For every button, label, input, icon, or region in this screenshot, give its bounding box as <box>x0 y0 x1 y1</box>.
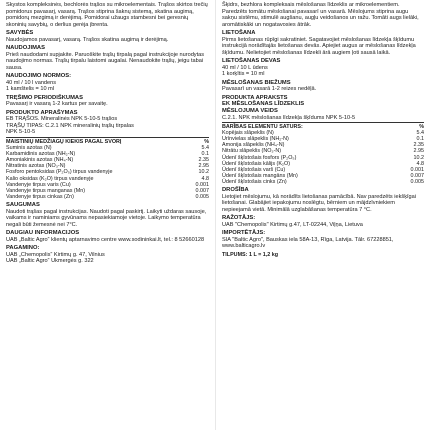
lt-nutrient-heading: MAISTINIŲ MEDŽIAGŲ KIEKIS PAGAL SVORĮ <box>6 138 122 145</box>
lt-info-text: UAB „Baltic Agro“ klientų aptarnavimo centre www.sodininkai.lt, tel.: 8 52660128 <box>6 236 205 243</box>
lv-volume: TILPUMS: 1 L = 1,2 kg <box>222 251 279 258</box>
nutrient-value: 0.1 <box>201 151 209 158</box>
nutrient-name: Ūdenī šķīstošais kālijs (K₂O) <box>222 160 290 167</box>
nutrient-value: 5.4 <box>416 130 424 137</box>
lt-properties-heading: SAVYBĖS <box>6 30 34 36</box>
nutrient-name: Amoniakinis azotas (NH₄-N) <box>6 157 74 164</box>
nutrient-name: Vandenyje tirpus manganas (Mn) <box>6 187 86 194</box>
lv-usage-text: Pirms lietošanas rūpīgi sakratiniet. Sagatavojiet mēslošanas līdzekļa šķīdumu instrukcijā norādītajās lietošanas devās. Apiejiet augus ar mēslošanas līdzekļa šķīdumu. Nelietojiet mēslošanas līdzekli ārā augiem ļoti sausā laikā. <box>222 36 416 56</box>
lt-description-npk: NPK 5-10-5 <box>6 129 36 136</box>
nutrient-value: 10.2 <box>198 169 209 176</box>
nutrient-value: 5.4 <box>201 145 209 152</box>
nutrient-name: Ūdenī šķīstošais fosfors (P₂O₅) <box>222 154 297 161</box>
nutrient-name: Kopējais slāpeklis (N) <box>222 130 274 137</box>
lt-frequency-text: Pavasarį ir vasarą 1-2 kartus per savaitę. <box>6 101 108 108</box>
nutrient-value: 2.95 <box>413 148 424 155</box>
nutrient-name: Fosforo pentoksidas (P₂O₅) tirpus vandenyje <box>6 169 113 176</box>
nutrient-value: 0.001 <box>195 181 209 188</box>
lv-dosage-cap: 1 korķītis = 10 ml <box>222 71 265 78</box>
nutrient-name: Vandenyje tirpus varis (Cu) <box>6 181 71 188</box>
lt-intro: Skystos kompleksinės, bechlorės trąšos su mikroelementais. Trąšos skirtos trečių pomidorus pavasarį, vasarą. Trąšos stiprina šaknų sistemą, skatina augimą, pomidorų mezgimą ir derėjimą. Pomidorai užaugs stambesni bei geresnių skoninių savybių, o derlius gerėja įbrenta. <box>6 2 208 28</box>
lv-nutrient-unit: % <box>419 124 424 131</box>
lt-safety-heading: SAUGUMAS <box>6 201 40 208</box>
lv-description-text: C.2.1. NPK mēslošanas līdzekļa šķīdums NPK 5-10-5 <box>222 114 356 121</box>
nutrient-value: 4.8 <box>416 160 424 167</box>
lv-nutrient-table <box>222 124 424 185</box>
lt-distributor-text: UAB „Baltic Agro“ Ukmergės g. 322 <box>6 258 94 265</box>
lv-manufacturer-heading: RAŽOTĀJS: <box>222 215 256 222</box>
nutrient-name: Vandenyje tirpus cinkas (Zn) <box>6 193 74 200</box>
lt-dosage-line: 40 ml / 10 l vandens <box>6 79 57 86</box>
latvian-column <box>215 0 430 430</box>
nutrient-name: Kalio oksidas (K₂O) tirpus vandenyje <box>6 175 94 182</box>
nutrient-name: Nitratinis azotas (NO₃-N) <box>6 163 66 170</box>
lv-usage-heading: LIETOŠANA <box>222 30 256 36</box>
nutrient-name: Ūdenī šķīstošais cinks (Zn) <box>222 178 287 185</box>
lt-dosage-cap: 1 kamštelis = 10 ml <box>6 86 55 93</box>
lt-divider <box>6 137 209 138</box>
nutrient-name: Karbamidinis azotas (NH₂-N) <box>6 151 76 158</box>
lt-description-line: EB TRĄŠOS. Mineralinės NPK 5-10-5 trąšos <box>6 116 118 123</box>
lv-safety-text: Lietojiet mēslojumu, kā norādīts lietošanas pamācībā. Nav paredzēts iekšķīgai lietošanai. Glabājiet iepakojumu noslēgtu, bērniem un mājdzīvniekiem nepieejamā vietā. Minimālā uzglabāšanas temperatūra 7 °C. <box>222 193 417 213</box>
lt-safety-text: Naudoti trąšas pagal instrukcijas. Naudoti pagal paskirtį. Laikyti uždaras sausoje, vaikams ir naminiams gyvūnams nepasiekiamoje vietoje. Laikymo temperatūra negali būti žemesnė nei 7°C. <box>6 208 207 228</box>
lt-info-heading: DAUGIAU INFORMACIJOS <box>6 230 80 236</box>
nutrient-value: 2.95 <box>198 163 209 170</box>
lv-frequency-heading: MĒSLOŠANAS BIEŽUMS <box>222 79 291 86</box>
nutrient-name: Urīnvielas slāpeklis (NH₂-N) <box>222 136 289 143</box>
table-row <box>222 179 424 185</box>
lv-dosage-heading: LIETOŠANAS DEVAS <box>222 58 281 65</box>
nutrient-value: 0.007 <box>195 187 209 194</box>
nutrient-value: 2.35 <box>198 157 209 164</box>
nutrient-value: 2.35 <box>413 142 424 149</box>
lt-nutrient-unit: % <box>204 138 209 145</box>
lt-description-type: TRĄŠŲ TIPAS: C.2.1 NPK mineralinių trąšų tirpalas <box>6 122 134 129</box>
lv-importer-text: SIA "Baltic Agro", Bauskas iela 58A-13, Rīga, Latvija. Tālr. 67228851, www.balticagro.lv <box>222 236 394 250</box>
lt-frequency-heading: TRĘŠIMO PERIODIŠKUMAS <box>6 94 83 101</box>
nutrient-name: Ūdenī šķīstošais varš (Cu) <box>222 166 286 173</box>
lt-usage-heading: NAUDOJIMAS <box>6 45 45 52</box>
nutrient-name: Suminis azotas (N) <box>6 145 52 152</box>
lt-description-heading: PRODUKTO APRAŠYMAS <box>6 109 78 116</box>
lv-manufacturer-text: UAB "Chemopolis" Kirtimų g.47, LT-02244, Viļņa, Lietuva <box>222 221 363 228</box>
nutrient-value: 0.005 <box>195 193 209 200</box>
nutrient-value: 0.005 <box>410 178 424 185</box>
nutrient-name: Ūdenī šķīstošais mangāns (Mn) <box>222 172 298 179</box>
lv-importer-heading: IMPORTĒTĀJS: <box>222 230 266 237</box>
lt-manufacturer-text: UAB „Chemopolis“ Kirtimų g. 47, Vilnius <box>6 251 105 258</box>
nutrient-name: Nitrātu slāpeklis (NO₃-N) <box>222 148 282 155</box>
nutrient-value: 4.8 <box>201 175 209 182</box>
lv-dosage-line: 40 ml / 10 L ūdens <box>222 64 268 71</box>
lv-nutrient-heading: BARĪBAS ELEMENTU SATURS: <box>222 124 303 131</box>
nutrient-value: 0.001 <box>410 166 424 173</box>
lt-usage-text: Prieš naudodami supjakite. Paruoškite trąšų tirpalą pagal instrukcijoje nurodytas naudojimo normas. Trąšų tirpalu laistomi augalai. Nenaudokite trąšų, jeigu tabai sausa. <box>6 51 205 71</box>
lv-type-heading: MĒSLOJUMA VEIDS <box>222 107 278 114</box>
lt-nutrient-table <box>6 139 209 200</box>
nutrient-value: 0.007 <box>410 172 424 179</box>
lv-ec-heading: EK MĒSLOŠANAS LĪDZEKLIS <box>222 101 305 108</box>
lv-intro: Šķidrs, bezhlora kompleksais mēslošanas līdzeklis ar mikroelementiem. Paredzēts tomātu mēslošanai pavasarī un vasarā. Mēslojums stiprina augu sakņu sistēmu, stimulē augšanu, augļu veidošanos un ražu. Tomāti augs lielāki, aromātiskāki un nogatavosies ātrāk. <box>222 2 419 28</box>
lt-properties-text: Naudojamos pavasarį, vasarą. Trąšos skatina augimą ir derėjimą. <box>6 36 169 43</box>
lv-frequency-text: Pavasarī un vasarā 1-2 reizes nedēļā. <box>222 86 317 93</box>
table-row <box>6 194 209 200</box>
lt-dosage-heading: NAUDOJIMO NORMOS: <box>6 73 72 80</box>
lt-manufacturer-heading: PAGAMINO: <box>6 245 40 252</box>
nutrient-value: 0.1 <box>416 136 424 143</box>
lv-divider <box>222 122 424 123</box>
lv-description-heading: PRODUKTA APRAKSTS <box>222 94 288 101</box>
nutrient-name: Amonija slāpeklis (NH₄-N) <box>222 142 285 149</box>
nutrient-value: 10.2 <box>413 154 424 161</box>
lv-safety-heading: DROŠĪBA <box>222 187 249 193</box>
